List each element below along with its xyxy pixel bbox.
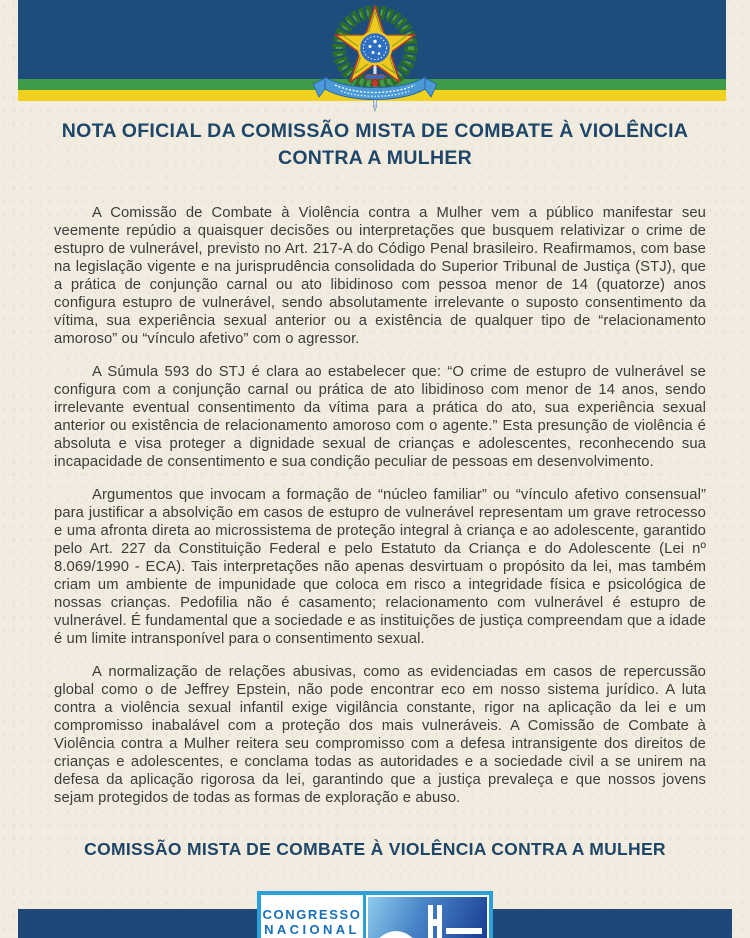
paragraph-3: Argumentos que invocam a formação de “núcleo familiar” ou “vínculo afetivo consensual” para justificar a absolvição em casos de estupro de vulnerável representam um grave retrocesso e uma afronta direta ao microssistema de proteção integral à criança e ao adolescente, garantido pelo Art. 227 da Constituição Federal e pelo Estatuto da Criança e do Adolescente (Lei nº 8.069/1990 - ECA). Tais interpretações não apenas desvirtuam o propósito da lei, mas também criam um ambiente de impunidade que coloca em risco a integridade física e psicológica de nossas crianças. Pedofilia não é casamento; relacionamento com vulnerável é estupro de vulnerável. É fundamental que a sociedade e as instituições de justiça compreendam que a idade é um limite intransponível para o consentimento sexual. <box>54 487 706 647</box>
congresso-nacional-wordmark <box>261 895 363 938</box>
logo-text-line2: NACIONAL <box>264 922 360 937</box>
congress-building-icon <box>366 895 489 938</box>
logo-text-line1: CONGRESSO <box>262 907 362 922</box>
paragraph-4: A normalização de relações abusivas, como as evidenciadas em casos de repercussão global como o de Jeffrey Epstein, não pode encontrar eco em nosso sistema jurídico. A luta contra a violência sexual infantil exige vigilância constante, rigor na aplicação da lei e um compromisso inabalável com a proteção dos mais vulneráveis. A Comissão de Combate à Violência contra a Mulher reitera seu compromisso com a defesa intransigente dos direitos de crianças e adolescentes, e conclama todas as autoridades e a sociedade civil a se unirem na defesa da aplicação rigorosa da lei, garantindo que a justiça prevaleça e que nossos jovens sejam protegidos de todas as formas de exploração e abuso. <box>54 664 706 806</box>
brazil-coat-of-arms-icon <box>309 2 441 112</box>
page-title <box>45 118 705 172</box>
note-body <box>54 204 706 822</box>
signature-title: COMISSÃO MISTA DE COMBATE À VIOLÊNCIA CONTRA A MULHER <box>84 839 666 859</box>
paragraph-1: A Comissão de Combate à Violência contra a Mulher vem a público manifestar seu veemente repúdio a quaisquer decisões ou interpretações que busquem relativizar o crime de estupro de vulnerável, previsto no Art. 217-A do Código Penal brasileiro. Reafirmamos, com base na legislação vigente e na jurisprudência consolidada do Superior Tribunal de Justiça (STJ), que a prática de conjunção carnal ou ato libidinoso com pessoa menor de 14 (quatorze) anos configura estupro de vulnerável, sendo absolutamente irrelevante o suposto consentimento da vítima, sua experiência sexual anterior ou a existência de qualquer tipo de “relacionamento amoroso” ou “vínculo afetivo” com o agressor. <box>54 205 706 347</box>
congresso-nacional-logo <box>257 891 493 938</box>
paragraph-2: A Súmula 593 do STJ é clara ao estabelecer que: “O crime de estupro de vulnerável se configura com a conjunção carnal ou prática de ato libidinoso com menor de 14 anos, sendo irrelevante eventual consentimento da vítima para a prática do ato, sua experiência sexual anterior ou existência de relacionamento amoroso com o agente.” Esta presunção de violência é absoluta e visa proteger a dignidade sexual de crianças e adolescentes, reconhecendo sua incapacidade de consentimento e sua condição peculiar de pessoas em desenvolvimento. <box>54 364 706 470</box>
page-title-text: NOTA OFICIAL DA COMISSÃO MISTA DE COMBATE À VIOLÊNCIA CONTRA A MULHER <box>61 120 689 169</box>
